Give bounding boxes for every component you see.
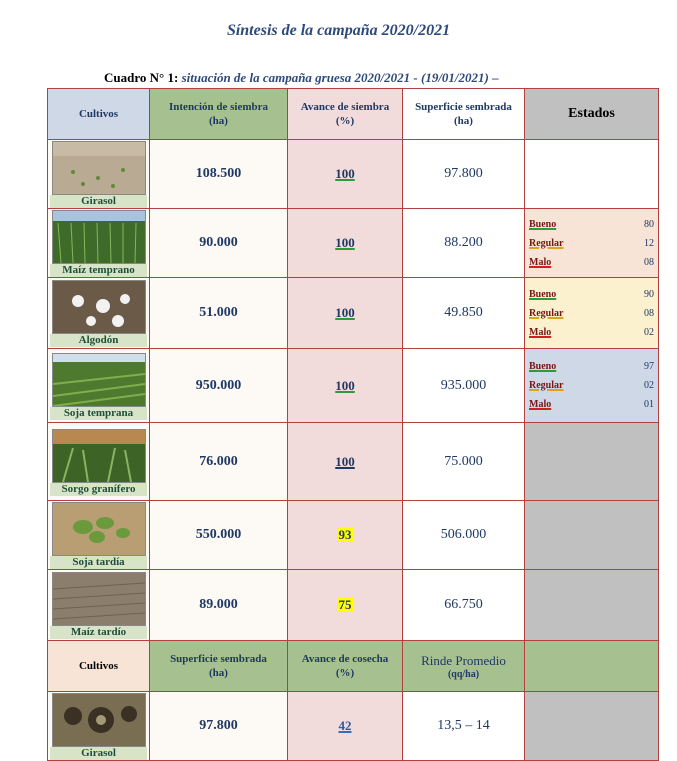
avance-cell (288, 349, 403, 423)
crop-cell (48, 423, 150, 501)
estado-label: Malo (529, 256, 552, 268)
crop-cell (48, 349, 150, 423)
estado-value: 01 (644, 399, 654, 410)
crop-name: Girasol (50, 195, 147, 208)
intencion-value: 950.000 (150, 349, 288, 423)
crop-name: Soja tardía (50, 556, 147, 569)
estados-cell (525, 570, 659, 641)
estado-value: 12 (644, 237, 654, 249)
header-superficie (403, 89, 525, 140)
superficie-value: 506.000 (403, 501, 525, 570)
header2-superficie-label: Superficie sembrada (170, 653, 267, 665)
page-title: Síntesis de la campaña 2020/2021 (226, 22, 451, 39)
estados-cell (525, 278, 659, 349)
header-intencion-unit: (ha) (209, 115, 228, 127)
superficie-value: 75.000 (403, 423, 525, 501)
estado-regular (529, 234, 654, 253)
harvest-header-row (48, 641, 659, 692)
header2-avance (288, 641, 403, 692)
avance-value: 100 (335, 377, 355, 393)
estado-malo (529, 253, 654, 272)
estado-label: Regular (529, 380, 564, 391)
intencion-value: 89.000 (150, 570, 288, 641)
estados-cell (525, 209, 659, 278)
estado-value: 02 (644, 380, 654, 391)
table-row (48, 692, 659, 761)
estado-value: 90 (644, 288, 654, 300)
estado-regular (529, 376, 654, 395)
crop-name: Soja temprana (50, 407, 147, 420)
avance-value: 100 (335, 305, 355, 320)
table-row (48, 140, 659, 209)
estado-label: Malo (529, 326, 552, 338)
soja-tardia-field-image (52, 502, 146, 556)
header-estados: Estados (525, 89, 659, 140)
avance-value: 93 (338, 527, 352, 542)
header-superficie-label: Superficie sembrada (415, 101, 512, 113)
maiz-tardio-field-image (52, 572, 146, 626)
harvest-avance-value: 42 (338, 718, 352, 733)
table-row (48, 278, 659, 349)
crop-cell (48, 501, 150, 570)
avance-cell (288, 209, 403, 278)
avance-value: 75 (338, 597, 352, 612)
estado-value: 97 (644, 361, 654, 372)
estado-regular (529, 304, 654, 323)
header-intencion-label: Intención de siembra (169, 101, 268, 113)
header2-rinde-label: Rinde Promedio (421, 652, 506, 668)
table-header-row (48, 89, 659, 140)
caption-text: situación de la campaña gruesa 2020/2021 - (19/01/2021) – (181, 70, 499, 85)
estado-bueno (529, 285, 654, 304)
superficie-value: 97.800 (403, 140, 525, 209)
harvest-avance-cell (288, 692, 403, 761)
header-cultivos: Cultivos (48, 89, 150, 140)
estado-value: 02 (644, 326, 654, 338)
estado-bueno (529, 215, 654, 234)
estado-label: Bueno (529, 218, 557, 230)
estado-label: Bueno (529, 288, 557, 300)
avance-cell (288, 423, 403, 501)
header-intencion (150, 89, 288, 140)
campaign-table (47, 88, 659, 761)
estado-label: Malo (529, 399, 552, 410)
table-row (48, 570, 659, 641)
harvest-superficie-value: 97.800 (150, 692, 288, 761)
avance-cell (288, 570, 403, 641)
header2-empty (525, 641, 659, 692)
estado-value: 80 (644, 218, 654, 230)
estado-label: Regular (529, 307, 564, 319)
intencion-value: 108.500 (150, 140, 288, 209)
girasol-harvest-image (52, 693, 146, 747)
avance-value: 100 (335, 166, 355, 181)
crop-name: Sorgo granífero (50, 483, 147, 496)
girasol-field-image (52, 141, 146, 195)
crop-cell (48, 140, 150, 209)
estado-malo (529, 323, 654, 342)
table-caption (104, 70, 499, 86)
sorgo-field-image (52, 429, 146, 483)
header-superficie-unit: (ha) (454, 115, 473, 127)
superficie-value: 66.750 (403, 570, 525, 641)
algodon-field-image (52, 280, 146, 334)
crop-name: Algodón (50, 334, 147, 347)
superficie-value: 935.000 (403, 349, 525, 423)
intencion-value: 76.000 (150, 423, 288, 501)
avance-value: 100 (335, 235, 355, 250)
crop-cell (48, 570, 150, 641)
intencion-value: 51.000 (150, 278, 288, 349)
estados-cell (525, 349, 659, 423)
estados-cell (525, 140, 659, 209)
avance-cell (288, 501, 403, 570)
estado-bueno (529, 357, 654, 376)
table-row (48, 349, 659, 423)
crop-cell (48, 692, 150, 761)
header-avance-label: Avance de siembra (300, 101, 390, 113)
header2-superficie (150, 641, 288, 692)
estado-malo (529, 395, 654, 414)
crop-name: Maíz tardío (50, 626, 147, 639)
table-row (48, 423, 659, 501)
intencion-value: 550.000 (150, 501, 288, 570)
estados-cell (525, 501, 659, 570)
header2-cultivos: Cultivos (48, 641, 150, 692)
header-avance (288, 89, 403, 140)
header2-superficie-unit: (ha) (209, 667, 228, 679)
crop-cell (48, 209, 150, 278)
table-row (48, 501, 659, 570)
crop-cell (48, 278, 150, 349)
estado-value: 08 (644, 307, 654, 319)
estado-value: 08 (644, 256, 654, 268)
header2-rinde (403, 641, 525, 692)
intencion-value: 90.000 (150, 209, 288, 278)
avance-cell (288, 278, 403, 349)
estados-cell (525, 423, 659, 501)
avance-value: 100 (335, 453, 355, 469)
crop-name: Girasol (50, 747, 147, 760)
table-row (48, 209, 659, 278)
estado-label: Bueno (529, 361, 557, 372)
header2-rinde-unit: (qq/ha) (447, 668, 480, 680)
header-avance-unit: (%) (335, 115, 355, 127)
superficie-value: 49.850 (403, 278, 525, 349)
harvest-empty-cell (525, 692, 659, 761)
crop-name: Maíz temprano (50, 264, 147, 277)
header2-avance-label: Avance de cosecha (301, 653, 389, 665)
soja-field-image (52, 353, 146, 407)
superficie-value: 88.200 (403, 209, 525, 278)
caption-prefix: Cuadro N° 1: (104, 70, 179, 85)
harvest-rinde-value: 13,5 – 14 (403, 692, 525, 761)
maiz-field-image (52, 210, 146, 264)
header2-avance-unit: (%) (335, 667, 355, 679)
estado-label: Regular (529, 237, 564, 249)
avance-cell (288, 140, 403, 209)
